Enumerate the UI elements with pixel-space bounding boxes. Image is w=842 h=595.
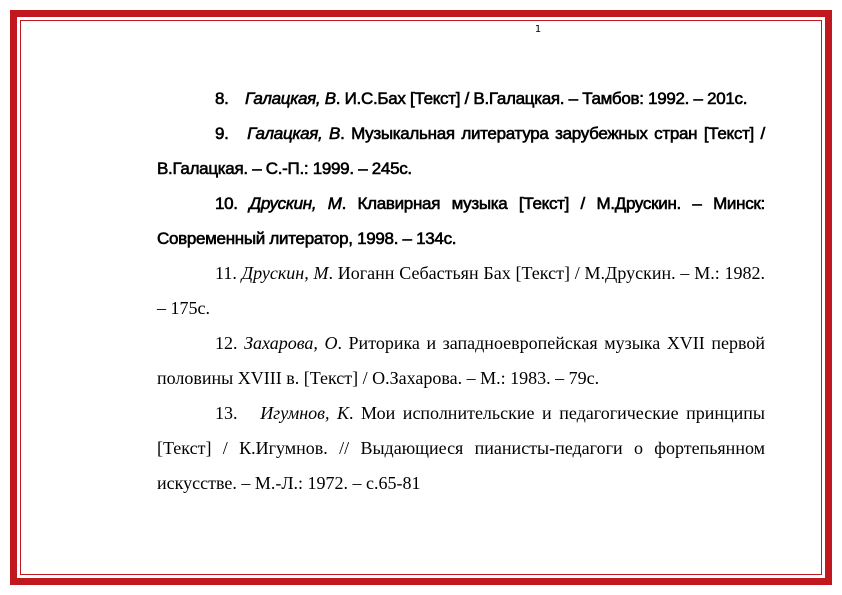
entry-separator: .	[349, 403, 354, 423]
bibliography-entry-13	[157, 396, 765, 501]
entry-number: 13.	[215, 403, 238, 423]
entry-text: Музыкальная литература зарубежных стран [Текст] / В.Галацкая. – С.-П.: 1999. – 245с.	[157, 124, 765, 178]
entry-text: И.С.Бах [Текст] / В.Галацкая. – Тамбов: 1992. – 201с.	[340, 89, 748, 108]
entry-number: 10.	[215, 194, 238, 213]
entry-text: Иоганн Себастьян Бах [Текст] / М.Друскин. – М.: 1982. – 175с.	[157, 263, 766, 318]
bibliography-entry-9	[157, 116, 765, 186]
entry-separator: .	[341, 194, 347, 213]
entry-author: Друскин, М	[241, 263, 329, 283]
entry-author: Друскин, М	[249, 194, 342, 213]
entry-separator: .	[337, 333, 342, 353]
entry-number: 8.	[215, 89, 229, 108]
bibliography-entry-11	[157, 256, 765, 326]
entry-text: Мои исполнительские и педагогические принципы [Текст] / К.Игумнов. // Выдающиеся пианисты-педагоги о фортепьянном искусстве. – М.-Л.: 1972. – с.65-81	[157, 403, 766, 493]
entry-number: 11.	[215, 263, 237, 283]
entry-separator: .	[340, 124, 345, 143]
entry-separator: .	[328, 263, 333, 283]
entry-author: Захарова, О	[244, 333, 338, 353]
entry-author: Галацкая, В	[245, 89, 336, 108]
bibliography-entry-10	[157, 186, 765, 256]
entry-separator: .	[335, 89, 341, 108]
entry-number: 9.	[215, 124, 229, 143]
bibliography-list	[157, 81, 765, 501]
entry-author: Игумнов, К	[260, 403, 349, 423]
entry-author: Галацкая, В	[247, 124, 341, 143]
entry-text: Риторика и западноевропейская музыка XVII первой половины XVIII в. [Текст] / О.Захарова. – М.: 1983. – 79с.	[157, 333, 765, 388]
bibliography-entry-8	[157, 81, 765, 116]
entry-text: Клавирная музыка [Текст] / М.Друскин. – Минск: Современный литератор, 1998. – 134с.	[157, 194, 765, 248]
entry-number: 12.	[215, 333, 238, 353]
page-number: 1	[534, 24, 542, 35]
bibliography-entry-12	[157, 326, 765, 396]
